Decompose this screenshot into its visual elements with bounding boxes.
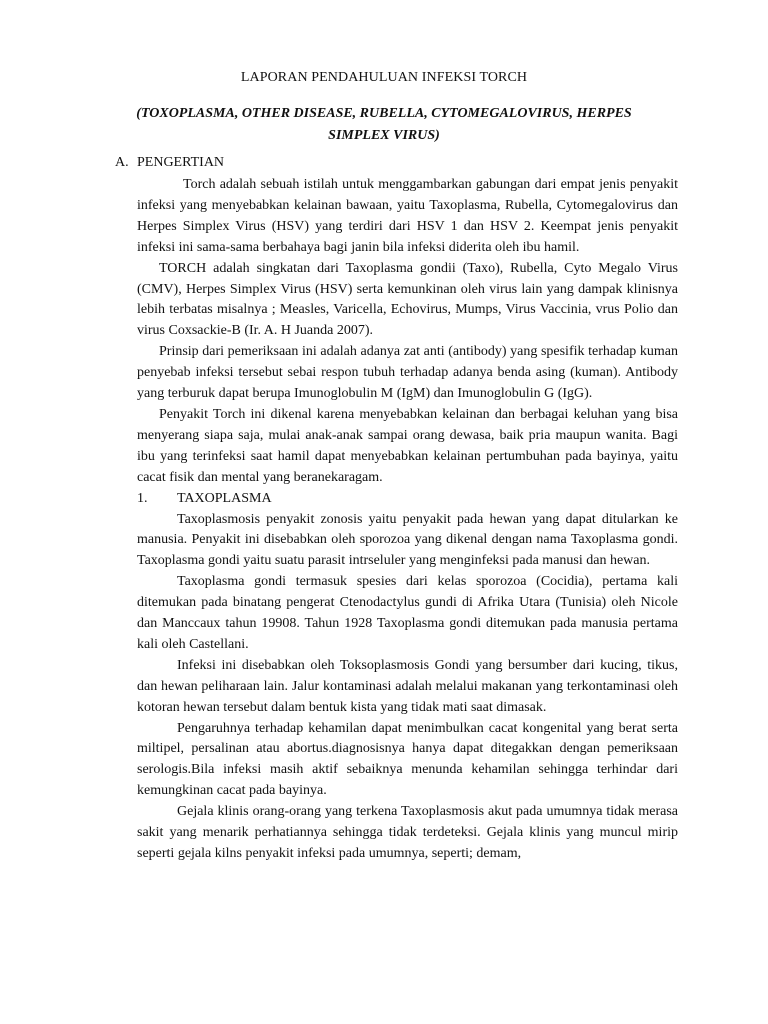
subsection-1-title: TAXOPLASMA — [177, 490, 272, 506]
paragraph: Torch adalah sebuah istilah untuk menggambarkan gabungan dari empat jenis penyakit infeksi yang menyebabkan kelainan bawaan, yaitu Taxoplasma, Rubella, Cytomegalovirus dan Herpes Simplex Virus (HSV) yang terdiri dari HSV 1 dan HSV 2. Keempat jenis penyakit infeksi ini sama-sama berbahaya bagi janin bila infeksi diderita oleh ibu hamil. — [137, 177, 678, 255]
paragraph: Pengaruhnya terhadap kehamilan dapat menimbulkan cacat kongenital yang berat serta miltipel, persalinan atau abortus.diagnosisnya hanya dapat ditegakkan dengan pemeriksaan serologis.Bila infeksi masih aktif sebaiknya menunda kehamilan sehingga terhindar dari kemungkinan cacat pada bayinya. — [137, 720, 678, 799]
paragraph: Infeksi ini disebabkan oleh Toksoplasmosis Gondi yang bersumber dari kucing, tikus, dan hewan peliharaan lain. Jalur kontaminasi adalah melalui makanan yang terkontaminasi oleh kotoran hewan tersebut dalam bentuk kista yang tidak mati saat dimasak. — [137, 657, 678, 715]
document-subtitle: (TOXOPLASMA, OTHER DISEASE, RUBELLA, CYTOMEGALOVIRUS, HERPES SIMPLEX VIRUS) — [136, 106, 632, 143]
subsection-1-number: 1. — [137, 490, 148, 506]
paragraph: TORCH adalah singkatan dari Taxoplasma gondii (Taxo), Rubella, Cyto Megalo Virus (CMV), Herpes Simplex Virus (HSV) serta kemunkinan oleh virus lain yang dampak klinisnya lebih terbatas misalnya ; Measles, Varicella, Echovirus, Mumps, Virus Vaccinia, vrus Polio dan virus Coxsackie-B (Ir. A. H Juanda 2007). — [137, 260, 678, 339]
paragraph: Taxoplasma gondi termasuk spesies dari kelas sporozoa (Cocidia), pertama kali ditemukan pada binatang pengerat Ctenodactylus gundi di Afrika Utara (Tunisia) oleh Nicole dan Manccaux tahun 19908. Tahun 1928 Taxoplasma gondi ditemukan pada manusia pertama kali oleh Castellani. — [137, 574, 678, 652]
paragraph: Gejala klinis orang-orang yang terkena Taxoplasmosis akut pada umumnya tidak merasa sakit yang menarik perhatiannya sehingga tidak terdeteksi. Gejala klinis yang muncul mirip seperti gejala kilns penyakit infeksi pada umumnya, seperti; demam, — [137, 804, 678, 861]
document-body — [137, 175, 678, 865]
document-title: LAPORAN PENDAHULUAN INFEKSI TORCH — [240, 70, 528, 85]
section-a-letter: A. — [115, 155, 129, 170]
paragraph: Penyakit Torch ini dikenal karena menyebabkan kelainan dan berbagai keluhan yang bisa menyerang siapa saja, mulai anak-anak sampai orang dewasa, baik pria maupun wanita. Bagi ibu yang terinfeksi saat hamil dapat menyebabkan kelainan pertumbuhan pada bayinya, yaitu cacat fisik dan mental yang beranekaragam. — [137, 406, 678, 485]
paragraph: Taxoplasmosis penyakit zonosis yaitu penyakit pada hewan yang dapat ditularkan ke manusia. Penyakit ini disebabkan oleh sporozoa yang dikenal dengan nama Taxoplasma gondi. Taxoplasma gondi yaitu suatu parasit intrseluler yang menginfeksi pada manusi dan hewan. — [137, 511, 678, 569]
section-a-title: PENGERTIAN — [137, 155, 225, 170]
subsection-1-heading — [137, 489, 678, 510]
paragraph: Prinsip dari pemeriksaan ini adalah adanya zat anti (antibody) yang spesifik terhadap kuman penyebab infeksi tersebut sebai respon tubuh terhadap adanya benda asing (kuman). Antibody yang terburuk dapat berupa Imunoglobulin M (IgM) dan Imunoglobulin G (IgG). — [137, 344, 678, 402]
section-a-heading — [115, 155, 224, 171]
